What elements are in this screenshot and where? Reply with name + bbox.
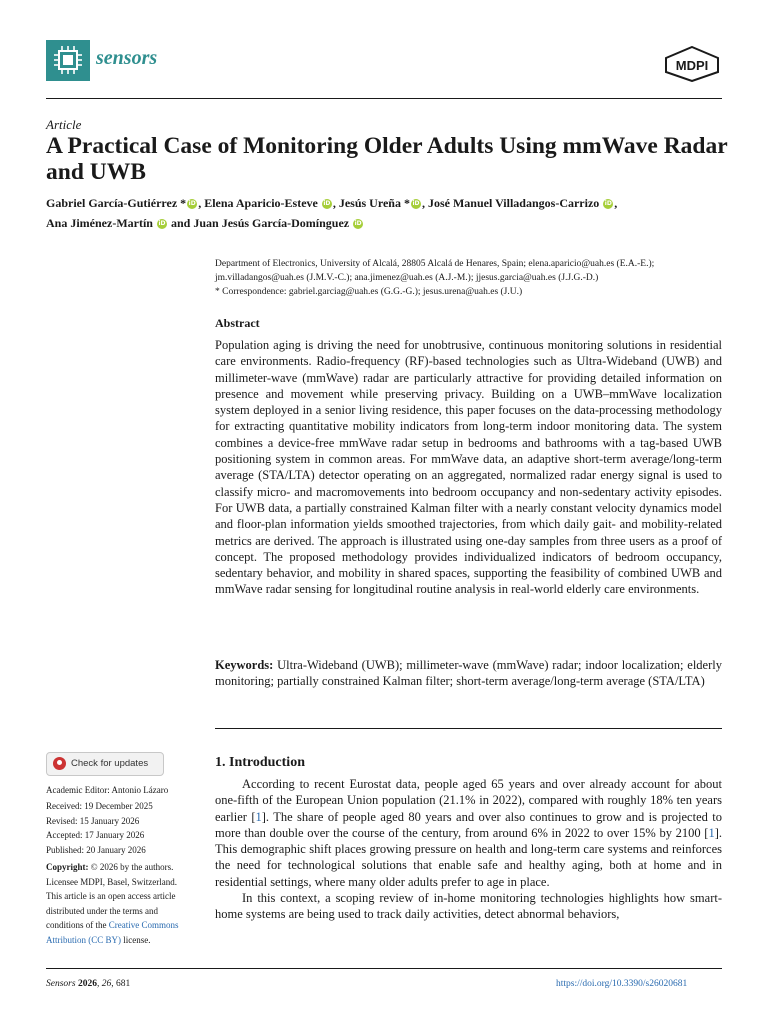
mdpi-logo[interactable] [664,46,720,82]
paragraph: In this context, a scoping review of in-home monitoring technologies highlights how smart-home systems are being used to track daily activities, detect abnormal behaviors, [215,891,722,922]
published-date: Published: 20 January 2026 [46,844,146,855]
citation-link[interactable]: 1 [708,825,715,840]
paragraph: According to recent Eurostat data, people aged 65 years and over already account for about one-fifth of the European Union population (21.1% in 2022), compared with roughly 18% ten years earlier [1]. The share of people aged 80 years and over also continues to grow and is projected to more than double over the course of the century, from around 6% in 2022 to over 15% by 2100 [1]. This demographic shift places growing pressure on health and long-term care systems and reinforces the need for technological solutions that enable safe and healthy aging, both at home and in residential settings, where many older adults prefer to age in place. [215,777,722,889]
keywords-text: Ultra-Wideband (UWB); millimeter-wave (mmWave) radar; indoor localization; elderly monitoring; partially constrained Kalman filter; short-term average/long-term average (STA/LTA) [215,658,722,689]
doi-link[interactable]: https://doi.org/10.3390/s26020681 [556,979,688,989]
publisher-label: MDPI [675,58,709,73]
affiliation-block [215,257,725,299]
correspondence-line: * Correspondence: gabriel.garciag@uah.es (G.G.-G.); jesus.urena@uah.es (J.U.) [215,287,523,297]
article-dates [46,799,206,857]
check-for-updates-button[interactable] [46,752,164,776]
journal-logo [46,40,90,81]
chip-icon [46,40,90,81]
author-name[interactable]: Jesús Ureña * [338,196,410,210]
orcid-icon[interactable]: iD [354,220,362,228]
article-title: A Practical Case of Monitoring Older Adults Using mmWave Radar and UWB [46,133,728,185]
abstract-heading: Abstract [215,316,260,330]
check-for-updates-label: Check for updates [71,758,149,769]
copyright-label: Copyright: [46,862,89,872]
orcid-icon[interactable]: iD [188,200,196,208]
affiliation-line: Department of Electronics, University of Alcalá, 28805 Alcalá de Henares, Spain; elena.aparicio@uah.es (E.A.-E.); [215,259,655,269]
orcid-icon[interactable]: iD [158,220,166,228]
header-divider [46,98,722,99]
footer-divider [46,968,722,969]
author-name[interactable]: Gabriel García-Gutiérrez * [46,196,187,210]
license-link[interactable]: Creative Commons [108,920,179,930]
update-icon [53,757,66,770]
accepted-date: Accepted: 17 January 2026 [46,830,145,840]
author-name[interactable]: José Manuel Villadangos-Carrizo [427,196,600,210]
keywords-label: Keywords: [215,658,274,672]
orcid-icon[interactable]: iD [412,200,420,208]
section-heading: 1. Introduction [215,755,305,770]
author-list: Gabriel García-Gutiérrez * iD , Elena Aparicio-Esteve iD , Jesús Ureña * iD , José Manuel Villadangos-Carrizo iD , Ana Jiménez-Martín iD and Juan Jesús García-Domínguez iD [46,196,618,230]
author-name[interactable]: Elena Aparicio-Esteve [204,196,318,210]
copyright-block: Copyright: © 2026 by the authors. Licensee MDPI, Basel, Switzerland. This article is an open access article distributed under the terms and conditions of the Creative Commons Attribution (CC BY) license. [46,862,179,945]
affiliation-line: jm.villadangos@uah.es (J.M.V.-C.); ana.jimenez@uah.es (A.J.-M.); jjesus.garcia@uah.es (J.J.G.-D.) [215,273,599,283]
journal-name[interactable]: sensors [96,47,158,69]
keywords [215,657,722,690]
introduction-body [215,776,722,923]
license-link[interactable]: Attribution (CC BY) [46,934,122,945]
author-name[interactable]: Ana Jiménez-Martín [46,216,153,230]
orcid-icon[interactable]: iD [323,200,331,208]
academic-editor: Academic Editor: Antonio Lázaro [46,785,169,795]
citation-footer: Sensors 2026, 26, 681 [46,979,131,989]
abstract-text: Population aging is driving the need for unobtrusive, continuous monitoring solutions in residential care environments. Radio-frequency (RF)-based technologies such as Ultra-Wideband (UWB) and millimeter-wave (mmWave) radar are particularly attractive for providing detailed information on presence and movement while preserving privacy. Building on a UWB–mmWave localization system deployed in a senior living residence, this paper focuses on the data-processing methodology for extracting quantitative mobility indicators from long-term indoor monitoring data. The system combines a device-free mmWave radar setup in bedrooms and bathrooms with a tag-based UWB positioning system in common areas. For mmWave data, an adaptive short-term average/long-term average (STA/LTA) detector operating on an aggregated, normalized radar energy signal is used to classify micro- and macromovements into bedroom occupancy and non-sedentary activity episodes. For UWB data, a partially constrained Kalman filter with a nearly constant velocity dynamics model and floor-plan information yields smoothed trajectories, from which daily gait- and mobility-related metrics are derived. The approach is illustrated using one-day samples from three users as a proof of concept. The proposed methodology provides individualized indicators of bedroom occupancy, sedentary behavior, and mobility in shared spaces, supporting the feasibility of combined UWB and mmWave radar sensing for longitudinal routine analysis in real-world elderly care environments. [215,338,722,597]
section-divider [215,728,722,729]
orcid-icon[interactable]: iD [604,200,612,208]
article-type: Article [46,117,82,132]
author-name[interactable]: Juan Jesús García-Domínguez [193,216,350,230]
received-date: Received: 19 December 2025 [46,801,153,811]
citation-link[interactable]: 1 [255,809,262,824]
revised-date: Revised: 15 January 2026 [46,815,140,826]
